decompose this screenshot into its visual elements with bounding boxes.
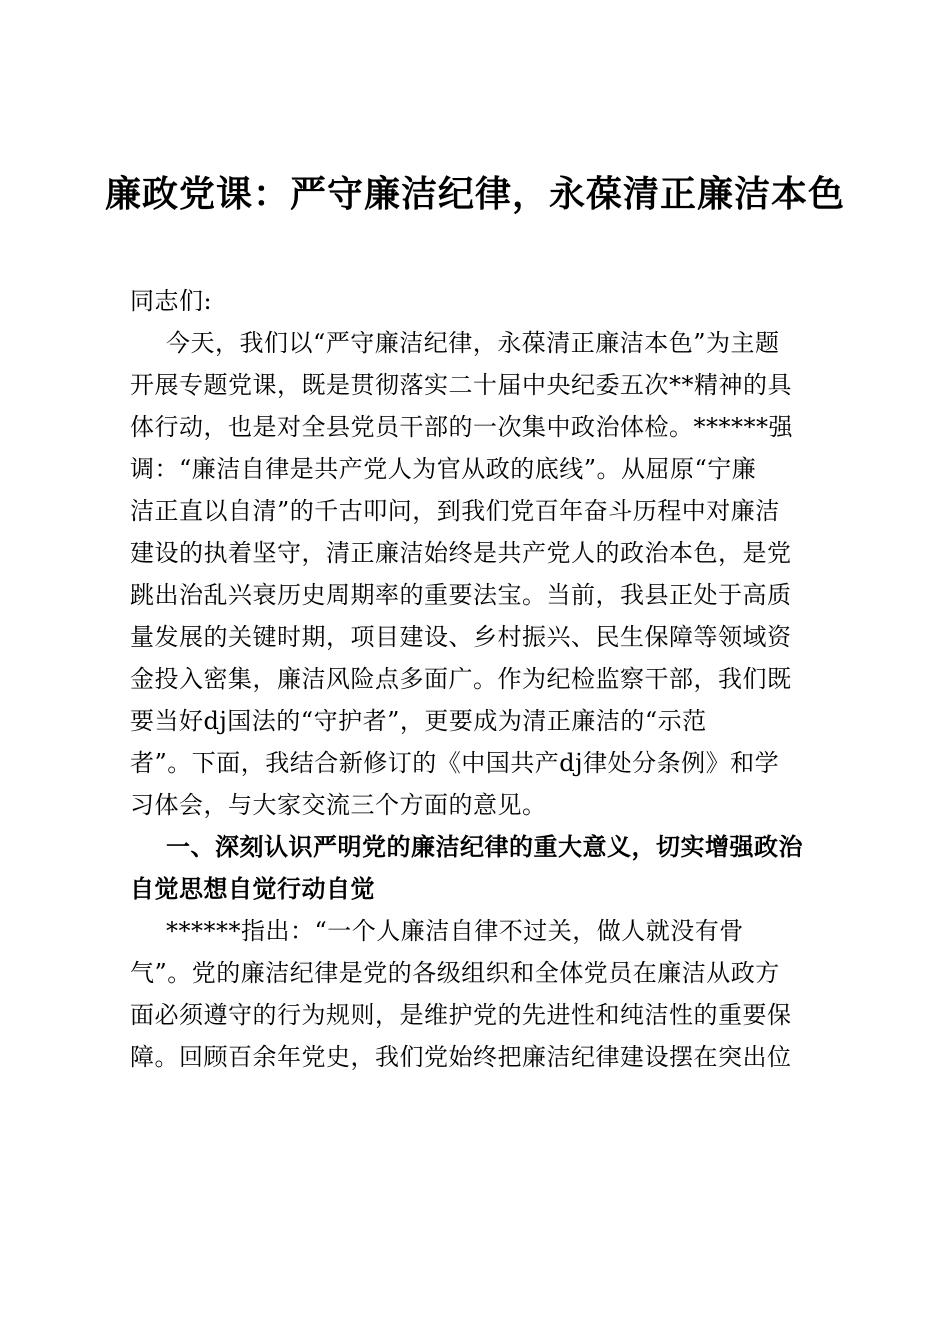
paragraph-line: 开展专题党课，既是贯彻落实二十届中央纪委五次**精神的具: [130, 371, 792, 399]
paragraph-line: 者”。下面，我结合新修订的《中国共产dj律处分条例》和学: [130, 749, 780, 777]
paragraph-line: 体行动，也是对全县党员干部的一次集中政治体检。******强: [130, 413, 793, 441]
paragraph-line: 调：“廉洁自律是共产党人为官从政的底线”。从屈原“宁廉: [130, 455, 757, 483]
paragraph-line: 面必须遵守的行为规则，是维护党的先进性和纯洁性的重要保: [130, 1001, 792, 1029]
paragraph-line: 今天，我们以“严守廉洁纪律，永葆清正廉洁本色”为主题: [166, 329, 780, 357]
section-heading: 自觉思想自觉行动自觉: [130, 874, 375, 903]
paragraph-line: 跳出治乱兴衰历史周期率的重要法宝。当前，我县正处于高质: [130, 581, 792, 609]
paragraph-line: 量发展的关键时期，项目建设、乡村振兴、民生保障等领域资: [130, 623, 792, 651]
paragraph-line: 建设的执着坚守，清正廉洁始终是共产党人的政治本色，是党: [130, 539, 792, 567]
paragraph-line: 障。回顾百余年党史，我们党始终把廉洁纪律建设摆在突出位: [130, 1043, 792, 1071]
paragraph-line: 要当好dj国法的“守护者”，更要成为清正廉洁的“示范: [130, 707, 707, 735]
section-heading: 一、深刻认识严明党的廉洁纪律的重大意义，切实增强政治: [166, 832, 803, 861]
paragraph-line: 金投入密集，廉洁风险点多面广。作为纪检监察干部，我们既: [130, 665, 792, 693]
paragraph-line: ******指出：“一个人廉洁自律不过关，做人就没有骨: [166, 917, 744, 945]
document-body: [130, 280, 830, 1078]
salutation: 同志们:: [130, 287, 213, 315]
paragraph-line: 气”。党的廉洁纪律是党的各级组织和全体党员在廉洁从政方: [130, 959, 780, 987]
paragraph-line: 习体会，与大家交流三个方面的意见。: [130, 791, 547, 819]
document-title: 廉政党课：严守廉洁纪律，永葆清正廉洁本色: [104, 173, 845, 215]
paragraph-line: 洁正直以自清”的千古叩问，到我们党百年奋斗历程中对廉洁: [130, 497, 780, 525]
